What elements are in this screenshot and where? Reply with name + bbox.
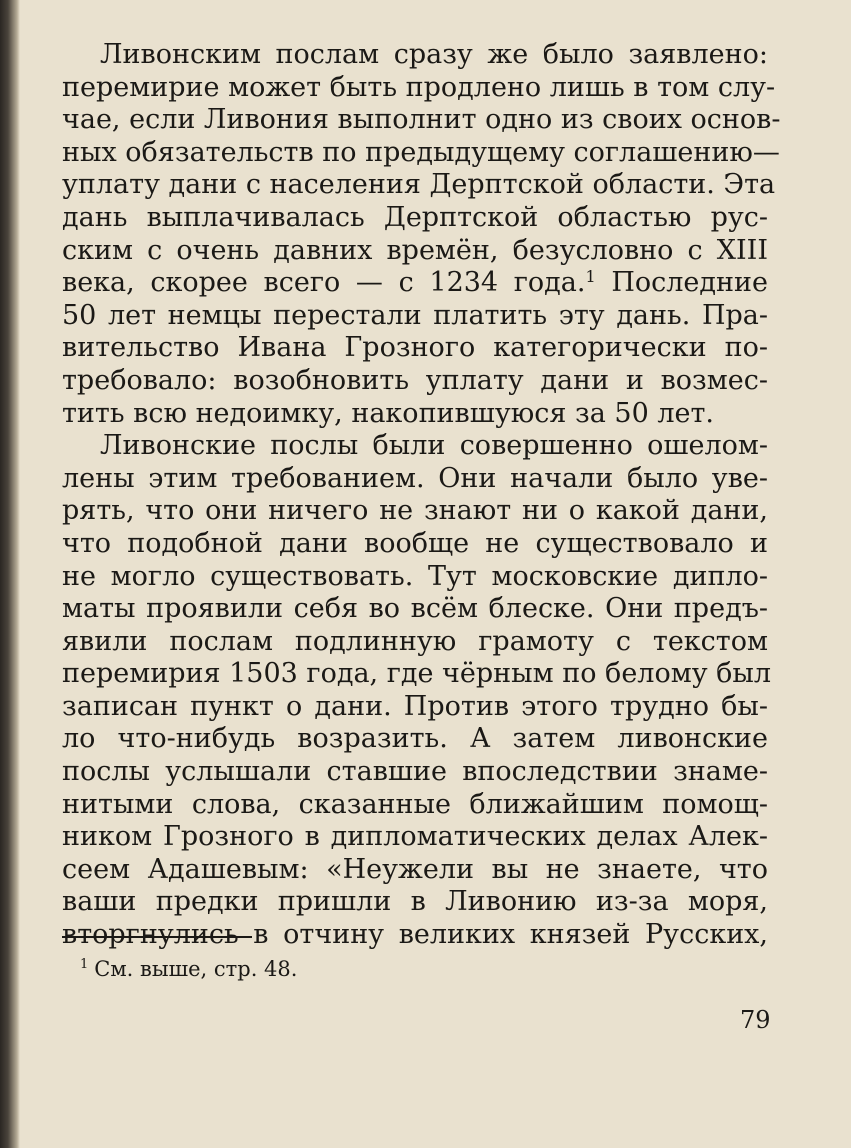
page-binding-edge [0, 0, 20, 1148]
text-line: ником Грозного в дипломатических делах Алек- [62, 821, 768, 853]
text-line: ло что-нибудь возразить. А затем ливонские [62, 723, 768, 755]
text-line: записан пункт о дани. Против этого трудно бы- [62, 690, 768, 722]
text-line: чае, если Ливония выполнит одно из своих основ- [62, 104, 781, 136]
body-text [62, 39, 781, 952]
footnote-mark: 1 [80, 957, 89, 972]
footnote-reference: 1 [585, 267, 596, 287]
text-line: не могло существовать. Тут московские дипло- [62, 560, 768, 592]
text-line: нитыми слова, сказанные ближайшим помощ- [62, 788, 768, 820]
text-line: Ливонские послы были совершенно ошелом- [100, 430, 768, 462]
text-line: послы услышали ставшие впоследствии знаме- [62, 756, 768, 788]
footnote [80, 956, 297, 982]
text-line: рять, что они ничего не знают ни о какой дани, [62, 495, 768, 527]
text-line: требовало: возобновить уплату дани и возмес- [62, 364, 768, 396]
text-line: дань выплачивалась Дерптской областью рус- [62, 201, 768, 233]
text-line: перемирия 1503 года, где чёрным по белому был [62, 658, 772, 690]
text-line: перемирие может быть продлено лишь в том слу- [62, 71, 776, 103]
text-line: что подобной дани вообще не существовало и [62, 527, 768, 559]
text-line: лены этим требованием. Они начали было уве- [62, 462, 768, 494]
text-line [62, 267, 768, 300]
text-line: вительство Ивана Грозного категорически по- [62, 332, 768, 364]
footnote-text: См. выше, стр. 48. [94, 957, 298, 981]
text-line: уплату дани с населения Дерптской области. Эта [62, 169, 776, 201]
page-number: 79 [740, 1006, 771, 1034]
text-line: 50 лет немцы перестали платить эту дань. Пра- [62, 299, 768, 331]
text-line: сеем Адашевым: «Неужели вы не знаете, что [62, 853, 768, 885]
footnote-separator [62, 936, 252, 938]
text-line: явили послам подлинную грамоту с текстом [62, 625, 768, 657]
text-line: вторгнулись в отчину великих князей Русских, [62, 919, 768, 951]
text-line-part: века, скорее всего — с 1234 года. [62, 267, 586, 299]
text-line: Ливонским послам сразу же было заявлено: [100, 39, 768, 70]
text-line: ским с очень давних времён, безусловно с XIII [62, 234, 768, 266]
text-line-part: Последние [611, 267, 768, 299]
text-line: маты проявили себя во всём блеске. Они предъ- [62, 593, 768, 625]
text-line: ных обязательств по предыдущему соглашению— [62, 136, 780, 168]
text-line: тить всю недоимку, накопившуюся за 50 лет. [62, 397, 714, 429]
text-line: ваши предки пришли в Ливонию из-за моря, [62, 886, 768, 918]
